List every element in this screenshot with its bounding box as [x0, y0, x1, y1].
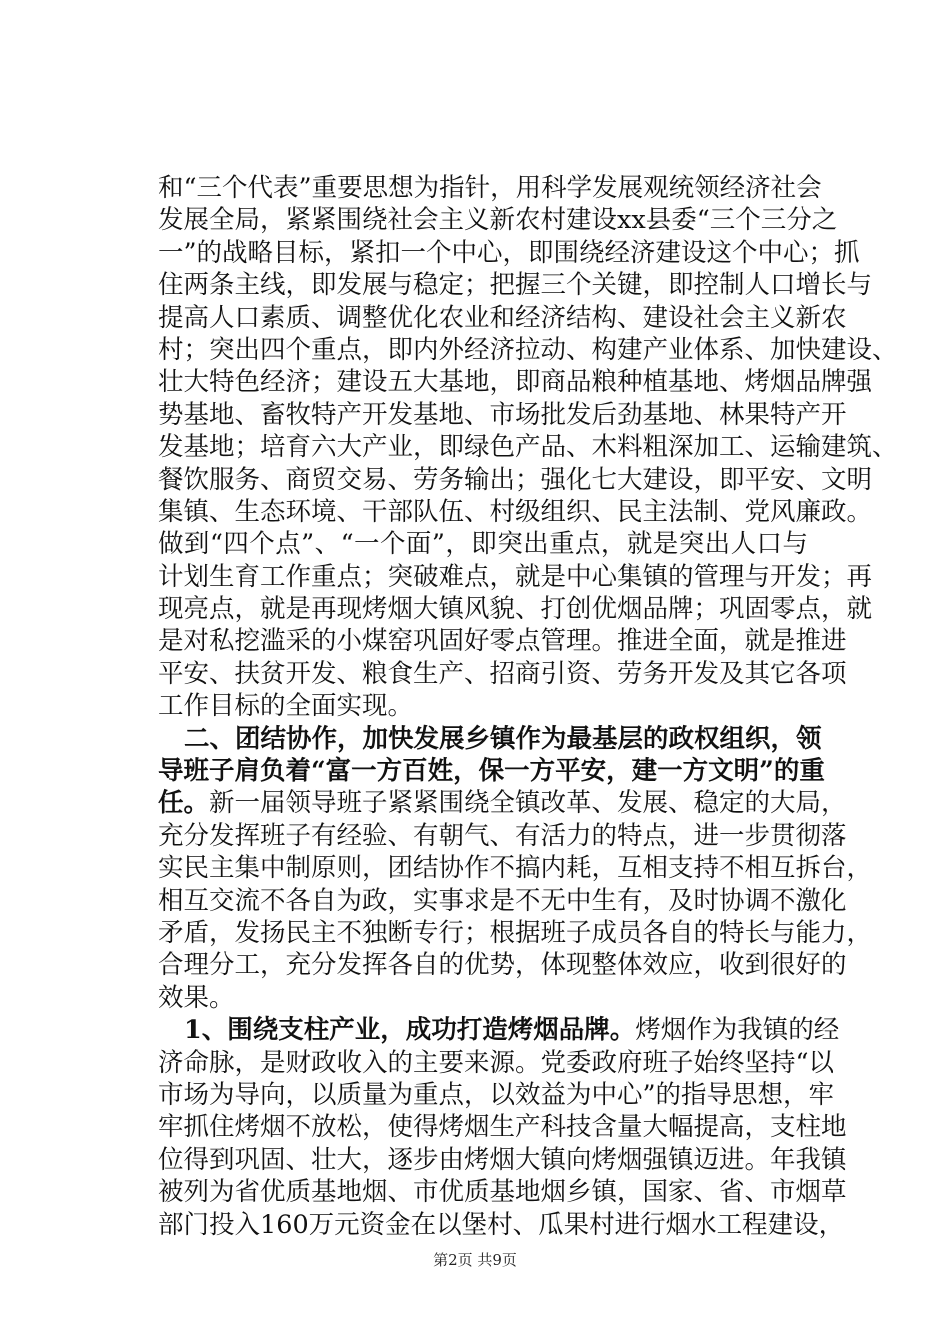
text-line: 相互交流不各自为政，实事求是不无中生有，及时协调不激化	[158, 885, 847, 916]
text-line: 市场为导向，以质量为重点，以效益为中心”的指导思想，牢	[158, 1079, 835, 1110]
text-line: 平安、扶贫开发、粮食生产、招商引资、劳务开发及其它各项	[158, 658, 847, 689]
text-line: 计划生育工作重点；突破难点，就是中心集镇的管理与开发；再	[158, 561, 873, 592]
text-run: 新一届领导班子紧紧围绕全镇改革、发展、稳定的大局，	[209, 788, 847, 819]
text-line: 合理分工，充分发挥各自的优势，体现整体效应，收到很好的	[158, 950, 847, 981]
text-line: 发基地；培育六大产业，即绿色产品、木料粗深加工、运输建筑、	[158, 432, 898, 463]
text-line	[158, 1014, 840, 1046]
text-line: 矛盾，发扬民主不独断专行；根据班子成员各自的特长与能力，	[158, 917, 873, 948]
text-line: 现亮点，就是再现烤烟大镇风貌、打创优烟品牌；巩固零点，就	[158, 594, 873, 625]
text-line: 集镇、生态环境、干部队伍、村级组织、民主法制、党风廉政。	[158, 496, 873, 527]
text-line	[158, 787, 847, 819]
text-line: 和“三个代表”重要思想为指针，用科学发展观统领经济社会	[158, 173, 822, 203]
text-line: 发展全局，紧紧围绕社会主义新农村建设xx县委“三个三分之	[158, 205, 838, 236]
subsection-heading: 1、围绕支柱产业，成功打造烤烟品牌。	[184, 1015, 636, 1046]
text-line: 住两条主线，即发展与稳定；把握三个关键，即控制人口增长与	[158, 270, 873, 301]
text-line: 牢抓住烤烟不放松，使得烤烟生产科技含量大幅提高，支柱地	[158, 1112, 847, 1143]
text-line: 位得到巩固、壮大，逐步由烤烟大镇向烤烟强镇迈进。年我镇	[158, 1144, 847, 1175]
text-line: 效果。	[158, 982, 235, 1013]
text-line: 部门投入160万元资金在以堡村、瓜果村进行烟水工程建设，	[158, 1209, 845, 1240]
text-line: 工作目标的全面实现。	[158, 691, 414, 722]
text-line: 实民主集中制原则，团结协作不搞内耗，互相支持不相互拆台，	[158, 853, 873, 884]
text-line: 势基地、畜牧特产开发基地、市场批发后劲基地、林果特产开	[158, 399, 847, 430]
text-line: 是对私挖滥采的小煤窑巩固好零点管理。推进全面，就是推进	[158, 626, 847, 657]
text-run: 烤烟作为我镇的经	[635, 1015, 840, 1046]
section-heading-end: 任。	[158, 788, 210, 819]
text-line: 充分发挥班子有经验、有朝气、有活力的特点，进一步贯彻落	[158, 820, 847, 851]
text-line: 餐饮服务、商贸交易、劳务输出；强化七大建设，即平安、文明	[158, 464, 873, 495]
text-line: 济命脉，是财政收入的主要来源。党委政府班子始终坚持“以	[158, 1047, 835, 1078]
section-heading: 导班子肩负着“富一方百姓，保一方平安，建一方文明”的重	[158, 756, 825, 787]
text-line: 提高人口素质、调整优化农业和经济结构、建设社会主义新农	[158, 302, 847, 333]
document-body	[158, 172, 898, 1241]
text-line: 村；突出四个重点，即内外经济拉动、构建产业体系、加快建设、	[158, 334, 898, 365]
page-number-footer: 第2页 共9页	[433, 1251, 517, 1269]
text-line: 做到“四个点”、“一个面”，即突出重点，就是突出人口与	[158, 529, 808, 560]
text-line: 壮大特色经济；建设五大基地，即商品粮种植基地、烤烟品牌强	[158, 367, 873, 398]
text-line: 一”的战略目标，紧扣一个中心，即围绕经济建设这个中心；抓	[158, 237, 860, 268]
section-heading: 二、团结协作，加快发展乡镇作为最基层的政权组织，领	[184, 723, 822, 754]
text-line: 被列为省优质基地烟、市优质基地烟乡镇，国家、省、市烟草	[158, 1177, 847, 1208]
